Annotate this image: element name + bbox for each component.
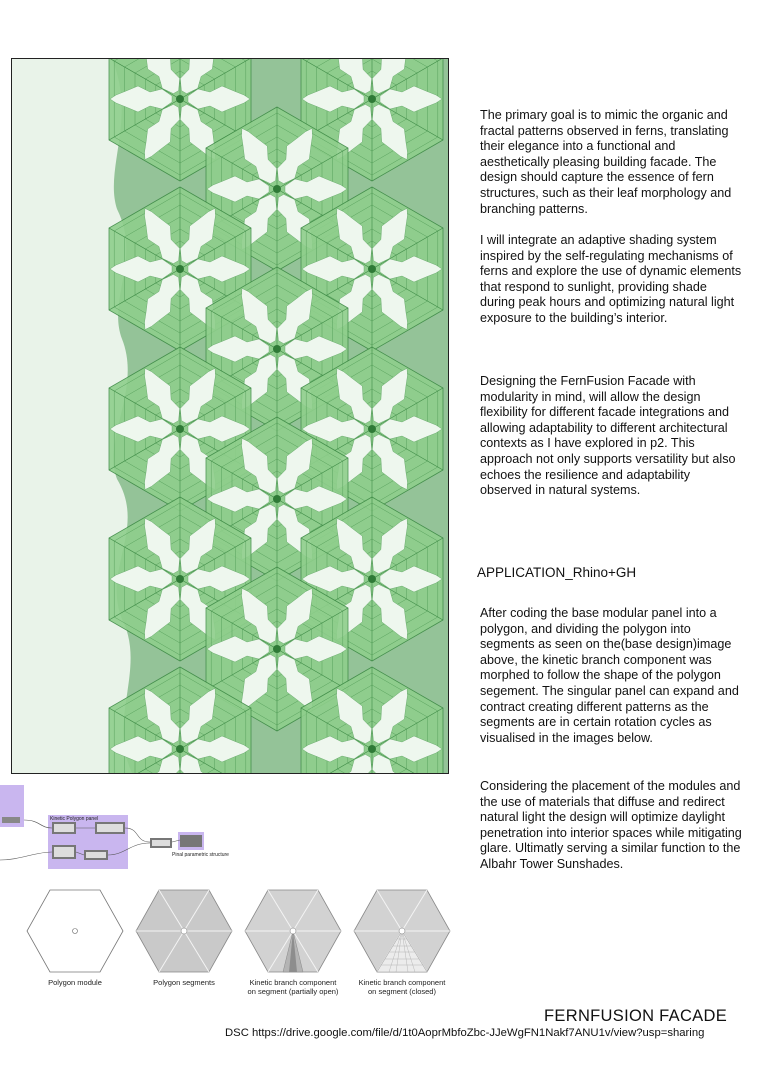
- drive-link[interactable]: DSC https://drive.google.com/file/d/1t0AoprMbfoZbc-JJeWgFN1Nakf7ANU1v/view?usp=sharing: [225, 1027, 705, 1039]
- diagram-polygon-segments: [134, 888, 234, 987]
- polygon-diagram-row: [25, 888, 455, 998]
- diagram-kinetic-partially-open: [243, 888, 343, 996]
- paragraph-daylight: Considering the placement of the modules and the use of materials that diffuse and redirect natural light the design will optimize daylight penetration into interior spaces while mitigating glare. Ultimatly serving a similar function to the Albahr Tower Sunshades.: [480, 779, 742, 871]
- project-title: FERNFUSION FACADE: [544, 1007, 727, 1025]
- facade-render-image: [11, 58, 449, 774]
- application-heading: APPLICATION_Rhino+GH: [477, 565, 637, 580]
- paragraph-modularity: Designing the FernFusion Facade with modularity in mind, will allow the design flexibility for different facade integrations and allowing adaptability to different architectural contexts as I have explored in p2. This approach not only supports versatility but also echoes the resilience and adaptability observed in natural systems.: [480, 374, 736, 498]
- paragraph-adaptive-shading: I will integrate an adaptive shading system inspired by the self-regulating mechanisms of ferns and explore the use of dynamic elements that respond to sunlight, providing shade during peak hours and optimizing natural light exposure to the building’s interior.: [480, 233, 742, 325]
- diagram-label: Kinetic branch component on segment (closed): [358, 978, 446, 996]
- diagram-kinetic-closed: [352, 888, 452, 996]
- fern-pattern-graphic: [12, 59, 448, 773]
- diagram-polygon-module: [25, 888, 125, 987]
- gh-output-label: Pinal parametric structure: [172, 852, 229, 858]
- gh-group-label: Kinetic Polygon panel: [50, 816, 99, 822]
- diagram-label: Polygon module: [48, 978, 102, 987]
- diagram-label: Polygon segments: [153, 978, 215, 987]
- diagram-label: Kinetic branch component on segment (partially open): [247, 978, 339, 996]
- grasshopper-definition-image: [0, 780, 230, 870]
- paragraph-application: After coding the base modular panel into a polygon, and dividing the polygon into segments as seen on the(base design)image above, the kinetic branch component was morphed to follow the shape of the polygon segement. The singular panel can expand and contract creating different patterns as the segments are in certain rotation cycles as visualised in the images below.: [480, 606, 739, 745]
- paragraph-goal: The primary goal is to mimic the organic and fractal patterns observed in ferns, translating their elegance into a functional and aesthetically pleasing building facade. The design should capture the essence of fern structures, such as their leaf morphology and branching patterns.: [480, 108, 732, 216]
